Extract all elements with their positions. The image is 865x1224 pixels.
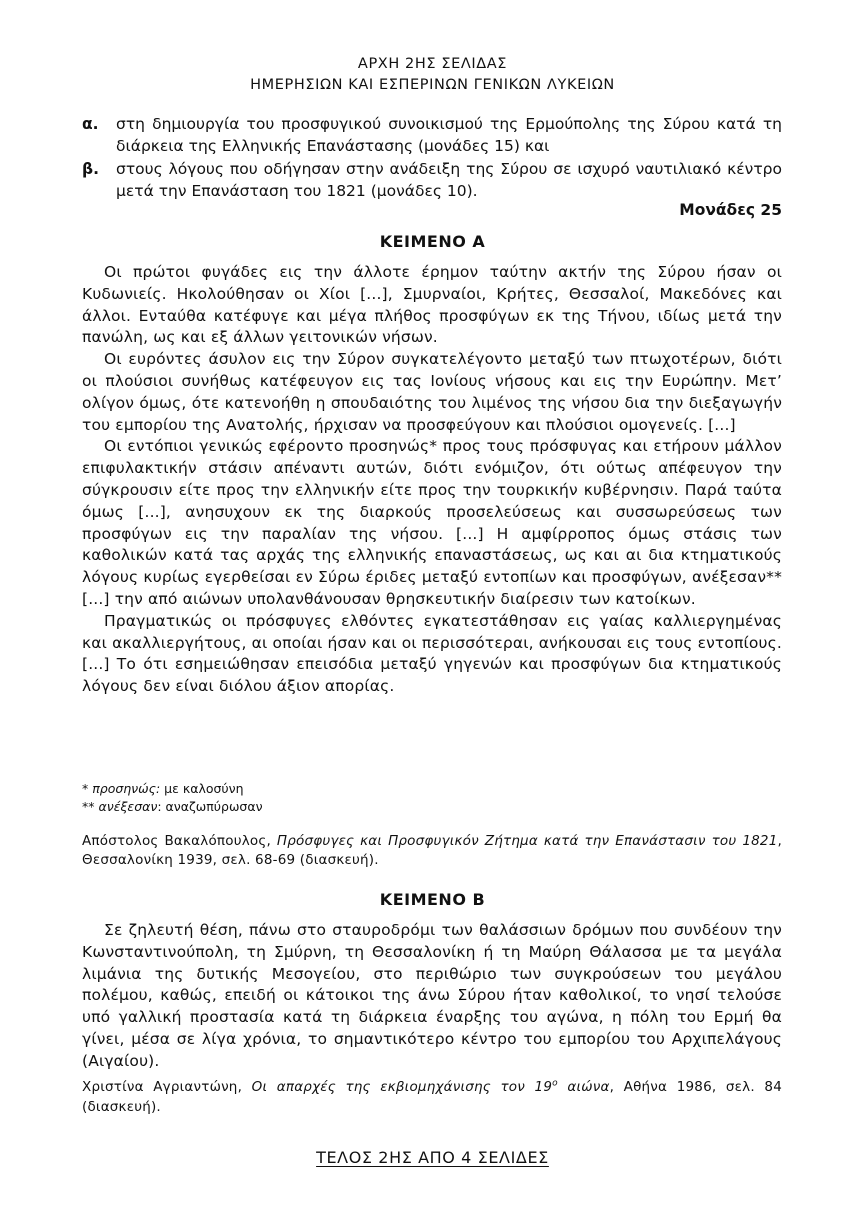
question-b: [82, 159, 782, 202]
footnote-definition: : αναζωπύρωσαν: [157, 799, 263, 814]
footnote-mark: *: [82, 781, 93, 796]
question-label: β.: [82, 160, 99, 178]
source-details: , Θεσσαλονίκη 1939, σελ. 68-69 (διασκευή).: [82, 833, 782, 868]
footnotes: [82, 780, 782, 816]
source-author: Απόστολος Βακαλόπουλος,: [82, 833, 277, 849]
paragraph: Οι πρώτοι φυγάδες εις την άλλοτε έρημον ταύτην ακτήν της Σύρου ήσαν οι Κυδωνιείς. Ηκολούθησαν οι Χίοι [...], Σμυρναίοι, Κρήτες, Θεσσαλοί, Μακεδόνες και άλλοι. Ενταύθα κατέφυγε και μέγα πλήθος προσφύγων εκ της Τήνου, ιδίως μετά την πανώλη, ως και εξ άλλων γειτονικών νήσων.: [82, 263, 782, 347]
question-label: α.: [82, 115, 99, 133]
footnote-mark: **: [82, 799, 99, 814]
text-b-source: [82, 1077, 782, 1117]
footnote: [82, 780, 782, 798]
paragraph: Οι ευρόντες άσυλον εις την Σύρον συγκατελέγοντο μεταξύ των πτωχοτέρων, διότι οι πλούσιοι συνήθως κατέφευγον εις τας Ιονίους νήσους και εις την Ευρώπην. Μετ’ ολίγον όμως, ότε κατενοήθη η σπουδαιότης του λιμένος της νήσου δια την διεξαγωγήν του εμπορίου της Ανατολής, ήρχισαν να προσφεύγουν και πλούσιοι ομογενείς. [...]: [82, 350, 782, 434]
source-work-superscript: ο: [552, 1078, 558, 1089]
page-footer: [0, 1148, 865, 1167]
text-a-title: ΚΕΙΜΕΝΟ Α: [379, 232, 486, 251]
question-text: στη δημιουργία του προσφυγικού συνοικισμού της Ερμούπολης της Σύρου κατά τη διάρκεια της Ελληνικής Επανάστασης (μονάδες 15) και: [116, 115, 782, 155]
paragraph: Σε ζηλευτή θέση, πάνω στο σταυροδρόμι των θαλάσσιων δρόμων που συνδέουν την Κωνσταντινούπολη, τη Σμύρνη, τη Θεσσαλονίκη ή τη Μαύρη Θάλασσα με τα μεγάλα λιμάνια της δυτικής Μεσογείου, στο περιθώριο των συγκρούσεων του μεγάλου πολέμου, καθώς, επειδή οι κάτοικοι της άνω Σύρου ήταν καθολικοί, το νησί τελούσε υπό γαλλική προστασία κατά τη διάρκεια έναρξης του αγώνα, η πόλη του Ερμή θα γίνει, μέσα σε λίγα χρόνια, το σημαντικότερο κέντρο του εμπορίου του Αρχιπελάγους (Αιγαίου).: [82, 921, 782, 1070]
paragraph: Οι εντόπιοι γενικώς εφέροντο προσηνώς* προς τους πρόσφυγας και ετήρουν μάλλον επιφυλακτικήν στάσιν απέναντι αυτών, διότι ενόμιζον, ότι ούτως απέφευγον την σύγκρουσιν είτε προς την ελληνικήν είτε προς την τουρκικήν κυβέρνησιν. Παρά ταύτα όμως [...], ανησυχουν εκ της διαρκούς προσελεύσεως και συσσωρεύσεως των προσφύγων εις την παραλίαν της νήσου. [...] Η αμφίρροπος όμως στάσις των καθολικών κατά τας αρχάς της ελληνικής επαναστάσεως, ως και αι δια κτηματικούς λόγους κυρίως εγερθείσαι εν Σύρω έριδες μεταξύ εντοπίων και προσφύγων, ανέξεσαν** [...] την από αιώνων υπολανθάνουσαν θρησκευτικήν διαίρεσιν των κατοίκων.: [82, 437, 782, 608]
footer-text: ΤΕΛΟΣ 2ΗΣ ΑΠΟ 4 ΣΕΛΙΔΕΣ: [316, 1148, 549, 1167]
header-line-1: ΑΡΧΗ 2ΗΣ ΣΕΛΙΔΑΣ: [357, 56, 508, 72]
paragraph: Πραγματικώς οι πρόσφυγες ελθόντες εγκατεστάθησαν εις γαίας καλλιεργημένας και ακαλλιεργήτους, αι οποίαι ήσαν και οι περισσότεραι, ανήκουσαι εις τους εντοπίους. [...] Το ότι εσημειώθησαν επεισόδια μεταξύ γηγενών και προσφύγων δια κτηματικούς λόγους δεν είναι διόλου άξιον απορίας.: [82, 611, 782, 696]
source-author: Χριστίνα Αγριαντώνη,: [82, 1079, 252, 1095]
source-details: , Αθήνα 1986, σελ. 84 (διασκευή).: [82, 1079, 782, 1115]
question-text: στους λόγους που οδήγησαν στην ανάδειξη της Σύρου σε ισχυρό ναυτιλιακό κέντρο μετά την Επανάσταση του 1821 (μονάδες 10).: [116, 160, 782, 200]
footnote-definition: με καλοσύνη: [160, 781, 244, 796]
source-work-part: Οι απαρχές της εκβιομηχάνισης τον 19: [251, 1079, 553, 1095]
question-a: [82, 114, 782, 157]
header-line-2: ΗΜΕΡΗΣΙΩΝ ΚΑΙ ΕΣΠΕΡΙΝΩΝ ΓΕΝΙΚΩΝ ΛΥΚΕΙΩΝ: [250, 77, 615, 93]
text-b-title: ΚΕΙΜΕΝΟ Β: [379, 890, 486, 909]
units-total: Μονάδες 25: [679, 201, 782, 219]
source-work: Πρόσφυγες και Προσφυγικόν Ζήτημα κατά την Επανάστασιν του 1821: [276, 833, 778, 849]
text-a-source: [82, 832, 782, 870]
footnote: [82, 798, 782, 816]
text-a-body: [82, 262, 782, 698]
source-work: [252, 1079, 610, 1095]
page-header: [0, 54, 865, 96]
text-b-body: [82, 920, 782, 1073]
footnote-term: ανέξεσαν: [98, 799, 158, 814]
footnote-term: προσηνώς:: [92, 781, 161, 796]
source-work-part: αιώνα: [557, 1079, 610, 1095]
